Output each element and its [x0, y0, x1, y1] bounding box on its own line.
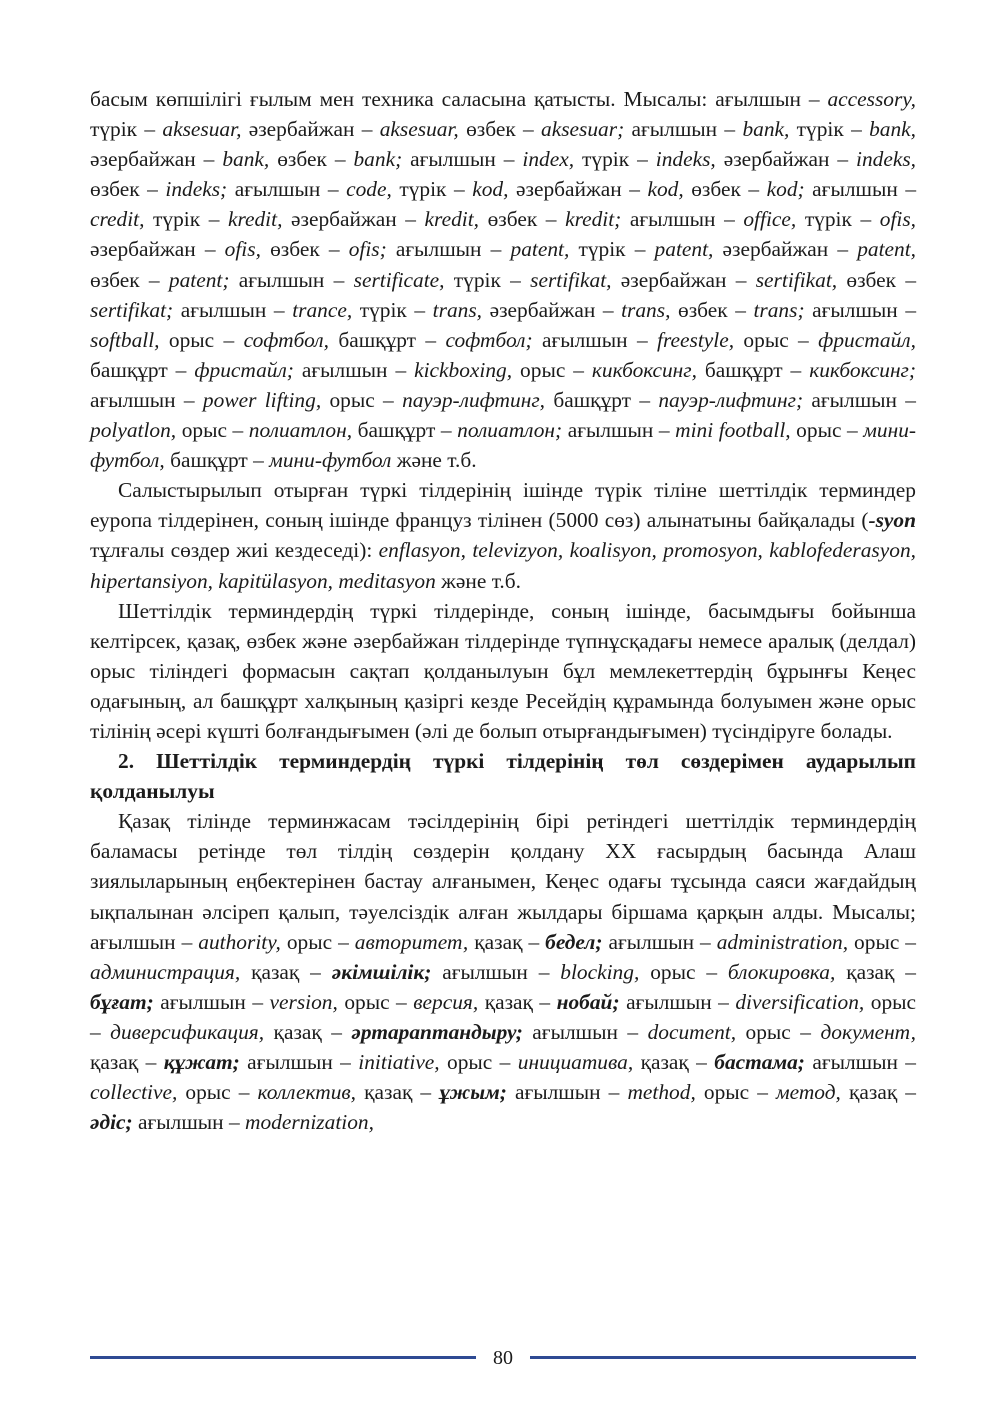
footer-rule-right — [530, 1356, 916, 1359]
text-run: Қазақ тілінде терминжасам тәсілдерінің бірі ретіндегі шеттілдік терминдердің баламасы ретінде төл тілдің сөздерін қолдану ХХ ғасырдың басында Алаш зиялыларының еңбектерінен бастау алғанымен, Кеңес одағы тұсында саяси жағдайдың ықпалынан әлсіреп қалып, тәуелсіздік алған жылдары біршама қарқын алды. Мысалы; ағылшын – — [90, 809, 916, 954]
text-run: ағылшын – — [132, 1110, 246, 1135]
text-run: әзербайжан – — [90, 237, 225, 262]
term-italic: collective, — [90, 1080, 178, 1105]
term-italic: diversification, — [735, 989, 865, 1014]
paragraph — [90, 475, 916, 595]
text-run: түрік – — [444, 267, 531, 292]
text-run: әзербайжан – — [90, 147, 223, 172]
text-run: ағылшын – — [229, 267, 354, 292]
text-run: ағылшын – — [386, 237, 511, 262]
term-italic: полиатлон, — [248, 418, 353, 443]
term-italic: sertificate, — [353, 267, 445, 292]
text-run: әзербайжан – — [241, 117, 380, 142]
term-bold-italic: әртараптандыру; — [351, 1019, 523, 1044]
text-run: қазақ – — [835, 959, 916, 984]
text-run: өзбек – — [670, 297, 754, 322]
text-run: қазақ – — [90, 1050, 164, 1074]
text-run: қазақ – — [478, 989, 557, 1014]
term-italic: полиатлон; — [457, 418, 563, 443]
term-italic: софтбол, — [243, 327, 329, 352]
text-run: әзербайжан – — [715, 147, 857, 172]
page-footer — [90, 1343, 916, 1373]
term-italic: пауэр-лифтинг, — [402, 387, 546, 412]
text-run: өзбек – — [90, 267, 169, 292]
text-run: орыс – — [177, 1080, 258, 1105]
term-italic: ofis, — [879, 207, 917, 232]
text-run: ағылшын – — [562, 418, 676, 443]
term-bold-italic: әкімшілік; — [331, 959, 432, 984]
term-italic: initiative, — [358, 1050, 440, 1074]
term-italic: document, — [647, 1019, 737, 1044]
text-run: ағылшын – — [522, 1019, 648, 1044]
term-italic: kredit, — [424, 207, 479, 232]
text-run: өзбек – — [269, 147, 354, 172]
term-italic: версия, — [413, 989, 479, 1014]
term-italic: кикбоксинг; — [809, 357, 917, 382]
term-italic: indeks, — [655, 147, 716, 172]
term-bold-italic: бастама; — [714, 1050, 805, 1074]
term-bold-italic: бедел; — [545, 929, 603, 954]
text-run: түрік – — [391, 177, 473, 202]
text-run: басым көпшілігі ғылым мен техника саласына қатысты. Мысалы: ағылшын – — [90, 87, 828, 111]
text-run: қазақ – — [633, 1050, 715, 1074]
text-run: Салыстырылып отырған түркі тілдерінің ішінде түрік тіліне шеттілдік терминдер еуропа тілдерінен, соның ішінде француз тілінен (5000 сөз) алынатыны байқалады ( — [90, 478, 916, 533]
text-run: орыс – — [512, 357, 592, 382]
term-italic: bank; — [353, 147, 403, 172]
text-run: өзбек – — [683, 177, 767, 202]
term-italic: softball, — [90, 327, 160, 352]
term-bold-italic: құжат; — [163, 1050, 240, 1074]
term-italic: фристайл, — [818, 327, 916, 352]
term-italic: aksesuar, — [162, 117, 242, 142]
text-run: Шеттілдік терминдердің түркі тілдерінде, соның ішінде, басымдығы бойынша келтірсек, қазақ, өзбек және әзербайжан тілдерінде түпнұсқадағы немесе аралық (делдал) орыс тіліндегі формасын сақтап қолданылуын бұл мемлекеттердің бұрынғы Кеңес одағының, ал башқұрт халқының қазіргі кезде Ресейдің құрамында болуымен және орыс тілінің әсері күшті болғандығымен (әлі де болып отырғандығымен) түсіндіруге болады. — [90, 598, 916, 743]
term-italic: freestyle, — [657, 327, 735, 352]
term-italic: диверсификация, — [110, 1019, 265, 1044]
text-run: орыс – — [321, 387, 403, 412]
text-run: ағылшын – — [90, 387, 203, 412]
text-run: әзербайжан – — [482, 297, 622, 322]
text-run: және т.б. — [435, 568, 522, 593]
term-italic: mini football, — [675, 418, 791, 443]
term-italic: trans; — [753, 297, 805, 322]
text-run: башқұрт – — [164, 448, 270, 473]
term-italic: мини-футбол, — [90, 418, 917, 473]
text-run: орыс – — [337, 989, 414, 1014]
text-run: орыс – — [280, 929, 355, 954]
text-run: қазақ – — [356, 1080, 440, 1105]
term-italic: patent, — [654, 237, 714, 262]
text-run: ағылшын – — [621, 207, 744, 232]
text-run: орыс – — [736, 1019, 821, 1044]
text-run: ағылшын – — [506, 1080, 628, 1105]
text-run: башқұрт – — [352, 418, 458, 443]
text-run: түрік – — [569, 237, 655, 262]
term-italic: version, — [269, 989, 338, 1014]
term-italic: power lifting, — [202, 387, 322, 412]
text-run: өзбек – — [260, 237, 349, 262]
term-italic: indeks; — [165, 177, 228, 202]
term-italic: мини-футбол — [269, 448, 392, 473]
text-run: ағылшын – — [804, 1050, 917, 1074]
section-heading — [90, 746, 916, 806]
term-italic: ofis; — [348, 237, 387, 262]
term-italic: patent, — [510, 237, 570, 262]
text-run: түрік – — [574, 147, 656, 172]
page-number: 80 — [493, 1347, 513, 1369]
text-run: орыс – — [176, 418, 249, 443]
term-italic: софтбол; — [445, 327, 533, 352]
term-italic: метод, — [776, 1080, 841, 1105]
term-italic: indeks, — [856, 147, 917, 172]
text-run: ағылшын – — [602, 929, 717, 954]
text-run: ағылшын – — [532, 327, 658, 352]
text-run: өзбек – — [479, 207, 566, 232]
text-run: орыс – — [790, 418, 864, 443]
text-run: ағылшын – — [402, 147, 523, 172]
text-run: әзербайжан – — [508, 177, 648, 202]
heading-text: 2. Шеттілдік терминдердің түркі тілдерінің төл сөздерімен аударылып қолданылуы — [90, 749, 916, 804]
term-bold-italic: ұжым; — [439, 1080, 507, 1105]
text-run: ағылшын – — [803, 387, 916, 412]
text-run: орыс – — [159, 327, 244, 352]
text-run: орыс – — [90, 989, 917, 1044]
text-run: ағылшын – — [153, 989, 270, 1014]
term-italic: фристайл; — [194, 357, 294, 382]
term-italic: kod; — [766, 177, 805, 202]
term-italic: accessory, — [827, 87, 916, 111]
term-italic: bank, — [869, 117, 917, 142]
term-italic: polyatlon, — [90, 418, 177, 443]
term-italic: ofis, — [224, 237, 261, 262]
term-italic: trans, — [621, 297, 671, 322]
term-italic: kickboxing, — [414, 357, 513, 382]
text-run: орыс – — [639, 959, 728, 984]
term-italic: modernization, — [245, 1110, 374, 1135]
text-run: әзербайжан – — [611, 267, 756, 292]
text-run: түрік – — [144, 207, 228, 232]
text-run: тұлғалы сөздер жиі кездеседі): — [90, 538, 379, 563]
text-run: ағылшын – — [619, 989, 736, 1014]
text-run: ағылшын – — [804, 297, 917, 322]
term-italic: trance, — [292, 297, 353, 322]
text-run: ағылшын – — [431, 959, 561, 984]
text-run: башқұрт – — [328, 327, 446, 352]
term-italic: kredit, — [227, 207, 283, 232]
term-italic: aksesuar; — [541, 117, 625, 142]
text-run: орыс – — [695, 1080, 776, 1105]
text-run: ағылшын – — [293, 357, 415, 382]
text-run: башқұрт – — [545, 387, 659, 412]
term-italic: пауэр-лифтинг; — [658, 387, 804, 412]
term-italic: коллектив, — [257, 1080, 357, 1105]
text-run: орыс – — [848, 929, 916, 954]
term-italic: kredit; — [565, 207, 622, 232]
term-italic: code, — [346, 177, 392, 202]
term-italic: authority, — [198, 929, 281, 954]
body-text — [90, 84, 916, 1137]
term-italic: enflasyon, televizyon, koalisyon, promosyon, kablofederasyon, hipertansiyon, kapitülasyon, meditasyon — [90, 538, 916, 593]
text-run: түрік – — [796, 207, 880, 232]
term-italic: кикбоксинг, — [591, 357, 697, 382]
term-italic: инициатива, — [517, 1050, 634, 1074]
term-italic: блокировка, — [727, 959, 836, 984]
text-run: түрік – — [352, 297, 433, 322]
text-run: башқұрт – — [696, 357, 810, 382]
term-italic: trans, — [432, 297, 483, 322]
term-italic: sertifikat; — [90, 297, 174, 322]
text-run: өзбек – — [837, 267, 917, 292]
term-italic: patent, — [857, 237, 917, 262]
term-italic: sertifikat, — [755, 267, 838, 292]
text-run: түрік – — [90, 117, 163, 142]
paragraph-continuation — [90, 84, 916, 475]
term-italic: aksesuar, — [379, 117, 459, 142]
term-italic: bank, — [222, 147, 270, 172]
term-italic: авторитет, — [354, 929, 469, 954]
term-italic: patent; — [168, 267, 230, 292]
term-italic: credit, — [90, 207, 145, 232]
term-bold-italic: нобай; — [556, 989, 620, 1014]
term-italic: sertifikat, — [530, 267, 612, 292]
text-run: қазақ – — [840, 1080, 916, 1105]
paragraph — [90, 596, 916, 746]
text-run: әзербайжан – — [282, 207, 425, 232]
term-italic: administration, — [716, 929, 849, 954]
text-run: орыс – — [734, 327, 819, 352]
text-run: және т.б. — [391, 448, 477, 473]
text-run: ағылшын – — [173, 297, 293, 322]
term-bold-italic: әдіс; — [90, 1110, 133, 1135]
text-run: өзбек – — [90, 177, 166, 202]
term-italic: index, — [522, 147, 575, 172]
text-run: орыс – — [439, 1050, 518, 1074]
text-run: әзербайжан – — [713, 237, 858, 262]
term-bold-italic: бұғат; — [90, 989, 154, 1014]
term-italic: method, — [627, 1080, 696, 1105]
text-run: башқұрт – — [90, 357, 195, 382]
text-run: өзбек – — [458, 117, 542, 142]
term-italic: документ, — [820, 1019, 917, 1044]
term-bold-italic: -syon — [868, 508, 916, 533]
term-italic: blocking, — [560, 959, 640, 984]
term-italic: администрация, — [90, 959, 241, 984]
term-italic: kod, — [647, 177, 684, 202]
text-run: қазақ – — [264, 1019, 352, 1044]
text-run: ағылшын – — [624, 117, 743, 142]
text-run: ағылшын – — [804, 177, 917, 202]
text-run: түрік – — [789, 117, 870, 142]
text-run: ағылшын – — [239, 1050, 359, 1074]
text-run: ағылшын – — [227, 177, 347, 202]
term-italic: kod, — [472, 177, 509, 202]
paragraph — [90, 806, 916, 1137]
text-run: қазақ – — [240, 959, 332, 984]
term-italic: office, — [743, 207, 797, 232]
text-run: қазақ – — [468, 929, 546, 954]
term-italic: bank, — [742, 117, 790, 142]
